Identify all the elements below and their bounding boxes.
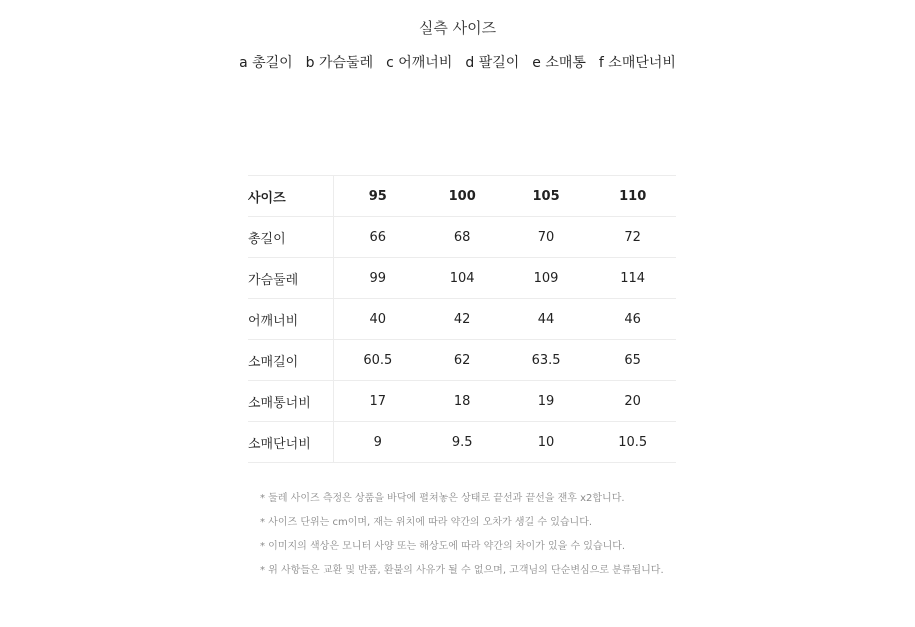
table-cell: 19 xyxy=(503,381,590,422)
table-cell: 68 xyxy=(422,217,503,258)
table-cell: 9.5 xyxy=(422,422,503,463)
note-item: * 위 사항들은 교환 및 반품, 환불의 사유가 될 수 없으며, 고객님의 단순변심으로 분류됩니다. xyxy=(260,565,664,576)
row-label: 어깨너비 xyxy=(248,299,334,340)
table-row xyxy=(248,340,676,381)
table-cell: 114 xyxy=(589,258,676,299)
page-title: 실측 사이즈 xyxy=(418,19,497,37)
row-label: 총길이 xyxy=(248,217,334,258)
table-cell: 63.5 xyxy=(503,340,590,381)
legend-item-d: d 팔길이 xyxy=(465,55,520,71)
header-cell: 사이즈 xyxy=(248,176,334,217)
table-cell: 70 xyxy=(503,217,590,258)
table-cell: 72 xyxy=(589,217,676,258)
table-cell: 42 xyxy=(422,299,503,340)
table-cell: 109 xyxy=(503,258,590,299)
table-cell: 18 xyxy=(422,381,503,422)
legend-item-f: f 소매단너비 xyxy=(598,55,676,71)
table-cell: 44 xyxy=(503,299,590,340)
header-cell: 105 xyxy=(503,176,590,217)
legend-item-c: c 어깨너비 xyxy=(386,55,453,71)
row-label: 소매단너비 xyxy=(248,422,334,463)
table-cell: 10 xyxy=(503,422,590,463)
notes-list xyxy=(260,487,820,583)
measurement-legend xyxy=(0,52,915,74)
table-cell: 17 xyxy=(334,381,422,422)
table-cell: 104 xyxy=(422,258,503,299)
table-cell: 9 xyxy=(334,422,422,463)
table-row xyxy=(248,381,676,422)
table-cell: 66 xyxy=(334,217,422,258)
row-label: 가슴둘레 xyxy=(248,258,334,299)
table-row xyxy=(248,258,676,299)
table-cell: 46 xyxy=(589,299,676,340)
table-cell: 20 xyxy=(589,381,676,422)
note-item: * 사이즈 단위는 cm이며, 재는 위치에 따라 약간의 오차가 생길 수 있습니다. xyxy=(260,517,593,528)
table-cell: 62 xyxy=(422,340,503,381)
table-cell: 60.5 xyxy=(334,340,422,381)
note-item: * 둘레 사이즈 측정은 상품을 바닥에 펼쳐놓은 상태로 끝선과 끝선을 잰후 x2합니다. xyxy=(260,493,625,504)
row-label: 소매길이 xyxy=(248,340,334,381)
table-header-row xyxy=(248,176,676,217)
table-row xyxy=(248,299,676,340)
header-cell: 100 xyxy=(422,176,503,217)
table-cell: 65 xyxy=(589,340,676,381)
table-row xyxy=(248,217,676,258)
header-cell: 95 xyxy=(334,176,422,217)
legend-item-a: a 총길이 xyxy=(239,55,293,71)
legend-item-e: e 소매통 xyxy=(532,55,586,71)
header-cell: 110 xyxy=(589,176,676,217)
table-cell: 10.5 xyxy=(589,422,676,463)
table-cell: 99 xyxy=(334,258,422,299)
table-row xyxy=(248,422,676,463)
legend-item-b: b 가슴둘레 xyxy=(305,55,374,71)
row-label: 소매통너비 xyxy=(248,381,334,422)
size-table xyxy=(248,175,676,463)
table-cell: 40 xyxy=(334,299,422,340)
note-item: * 이미지의 색상은 모니터 사양 또는 해상도에 따라 약간의 차이가 있을 수 있습니다. xyxy=(260,541,626,552)
